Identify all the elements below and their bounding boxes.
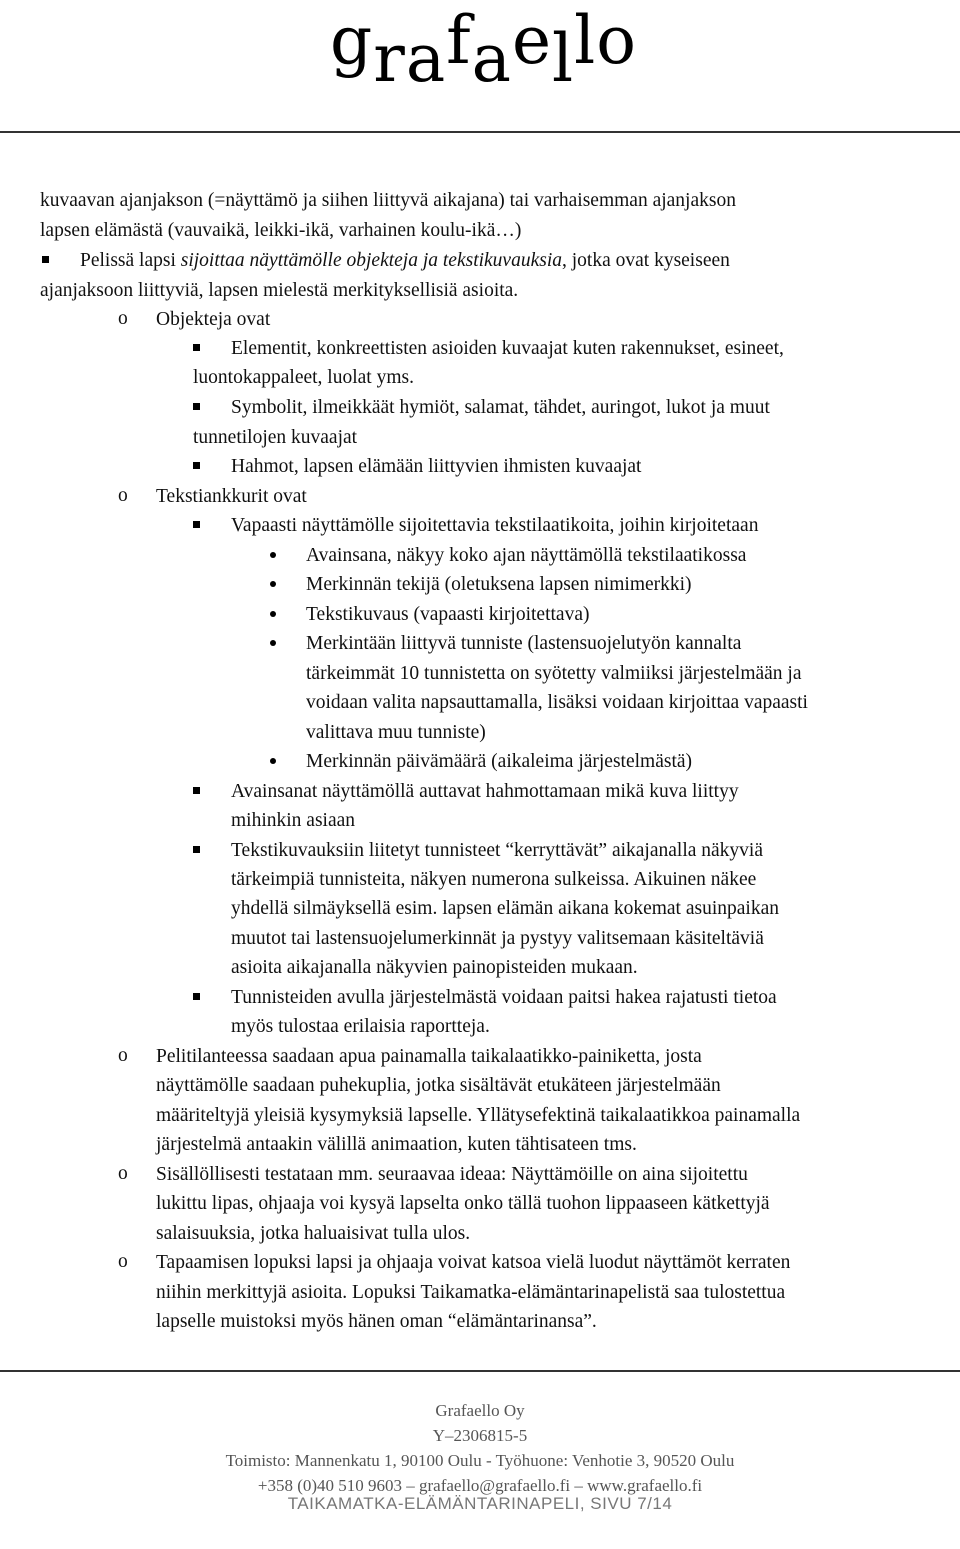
body-line: Merkinnän päivämäärä (aikaleima järjestelmästä) — [306, 751, 693, 772]
body-line: tunnetilojen kuvaajat — [193, 427, 358, 448]
body-line: kuvaavan ajanjakson (=näyttämö ja siihen liittyvä aikajana) tai varhaisemman ajanjakson — [40, 190, 736, 211]
body-line: Symbolit, ilmeikkäät hymiöt, salamat, tähdet, auringot, lukot ja muut — [231, 397, 770, 418]
body-line: Vapaasti näyttämölle sijoitettavia tekstilaatikoita, joihin kirjoitetaan — [231, 515, 759, 536]
body-line: niihin merkittyjä asioita. Lopuksi Taikamatka-elämäntarinapelistä saa tulostettua — [156, 1282, 786, 1303]
body-line: järjestelmä antaakin välillä animaation, kuten tähtisateen tms. — [156, 1134, 637, 1155]
footer-address: Toimisto: Mannenkatu 1, 90100 Oulu - Työhuone: Venhotie 3, 90520 Oulu — [225, 1451, 735, 1470]
body-line: tärkeimmät 10 tunnistetta on syötetty valmiiksi järjestelmään ja — [306, 663, 802, 684]
body-line: tärkeimpiä tunnisteita, näkyen numerona sulkeissa. Aikuinen näkee — [231, 869, 757, 890]
footer-company: Grafaello Oy — [435, 1401, 525, 1420]
body-line: salaisuuksia, jotka haluaisivat tulla ulos. — [156, 1223, 471, 1244]
body-line: voidaan valita napsauttamalla, lisäksi voidaan kirjoittaa vapaasti — [306, 692, 808, 713]
body-line: Tunnisteiden avulla järjestelmästä voidaan paitsi hakea rajatusti tietoa — [231, 987, 777, 1008]
body-line: asioita aikajanalla näkyvien painopisteiden mukaan. — [231, 957, 638, 978]
body-line: Avainsanat näyttämöllä auttavat hahmottamaan mikä kuva liittyy — [231, 781, 739, 802]
body-line: Tekstiankkurit ovat — [156, 486, 307, 507]
body-line: Sisällöllisesti testataan mm. seuraavaa ideaa: Näyttämöille on aina sijoitettu — [156, 1164, 748, 1185]
body-line: muutot tai lastensuojelumerkinnät ja pystyy valitsemaan käsiteltäviä — [231, 928, 764, 949]
footer-contact-block — [0, 1398, 960, 1498]
footer-divider — [0, 1370, 960, 1372]
body-line: Pelitilanteessa saadaan apua painamalla taikalaatikko-painiketta, josta — [156, 1046, 702, 1067]
body-line: mihinkin asiaan — [231, 810, 356, 831]
body-line: määriteltyjä yleisiä kysymyksiä lapselle. Yllätysefektinä taikalaatikkoa painamalla — [156, 1105, 801, 1126]
body-line: luontokappaleet, luolat yms. — [193, 367, 414, 388]
body-line: Tekstikuvaus (vapaasti kirjoitettava) — [306, 604, 590, 625]
body-line: Tapaamisen lopuksi lapsi ja ohjaaja voivat katsoa vielä luodut näyttämöt kerraten — [156, 1252, 791, 1273]
body-line: Avainsana, näkyy koko ajan näyttämöllä tekstilaatikossa — [306, 545, 747, 566]
body-line: Merkintään liittyvä tunniste (lastensuojelutyön kannalta — [306, 633, 742, 654]
body-line: Tekstikuvauksiin liitetyt tunnisteet “kerryttävät” aikajanalla näkyviä — [231, 840, 764, 861]
body-line: valittava muu tunniste) — [306, 722, 486, 743]
body-line: lapsen elämästä (vauvaikä, leikki-ikä, varhainen koulu-ikä…) — [40, 220, 522, 241]
body-line: Objekteja ovat — [156, 309, 271, 330]
body-line: lapselle muistoksi myös hänen oman “elämäntarinansa”. — [156, 1311, 597, 1332]
body-line: Hahmot, lapsen elämään liittyvien ihmisten kuvaajat — [231, 456, 642, 477]
body-line: myös tulostaa erilaisia raportteja. — [231, 1016, 490, 1037]
body-line: näyttämölle saadaan puhekuplia, jotka sisältävät etukäteen järjestelmään — [156, 1075, 721, 1096]
body-line: ajanjaksoon liittyviä, lapsen mielestä merkityksellisiä asioita. — [40, 280, 519, 301]
body-line: yhdellä silmäyksellä esim. lapsen elämän aikana kokemat asuinpaikan — [231, 898, 779, 919]
header-divider — [0, 131, 960, 133]
body-line: lukittu lipas, ohjaaja voi kysyä lapselta onko tällä tuohon lippaaseen kätkettyjä — [156, 1193, 770, 1214]
body-line: Merkinnän tekijä (oletuksena lapsen nimimerkki) — [306, 574, 692, 595]
body-line: Pelissä lapsi sijoittaa näyttämölle objekteja ja tekstikuvauksia, jotka ovat kyseiseen — [80, 250, 730, 271]
logo-wordmark: grafaello — [330, 2, 637, 97]
footer-business-id: Y–2306815-5 — [432, 1426, 528, 1445]
footer-contact: +358 (0)40 510 9603 – grafaello@grafaello.fi – www.grafaello.fi — [257, 1476, 703, 1495]
body-line: Elementit, konkreettisten asioiden kuvaajat kuten rakennukset, esineet, — [231, 338, 784, 359]
page-footer-title: TAIKAMATKA-ELÄMÄNTARINAPELI, SIVU 7/14 — [287, 1494, 673, 1513]
grafaello-logo — [0, 0, 960, 120]
